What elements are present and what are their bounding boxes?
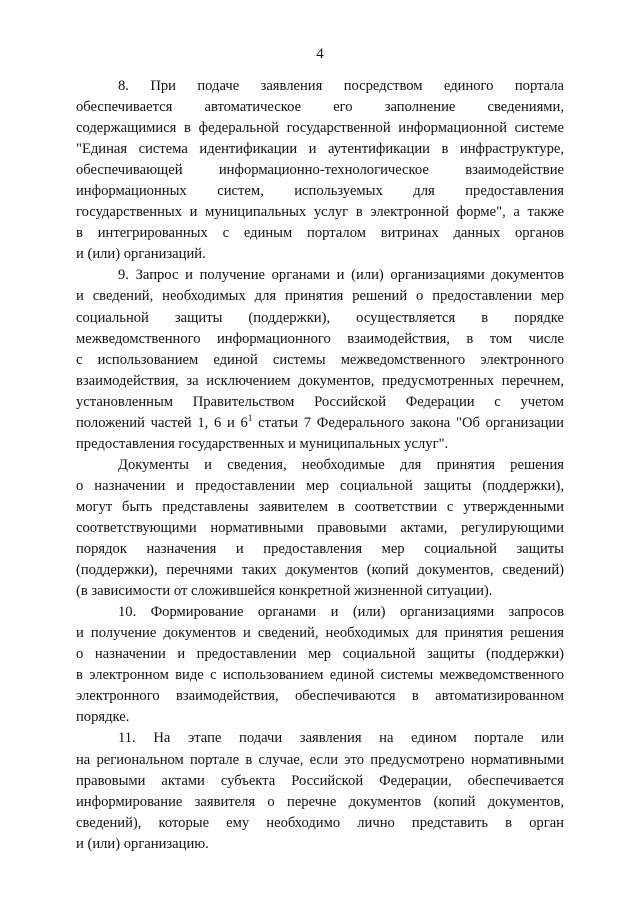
text-line: 8. При подаче заявления посредством единого портала	[118, 78, 564, 94]
text-line: о назначении и предоставлении мер социальной защиты (поддержки),	[76, 477, 564, 494]
text-line: 11. На этапе подачи заявления на едином портале или	[118, 730, 564, 747]
text-line: обеспечивается автоматическое его заполнение сведениями,	[76, 99, 564, 116]
text-line: порядок назначения и предоставления мер социальной защиты	[76, 541, 564, 558]
text-line: о назначении и предоставлении мер социальной защиты (поддержки)	[76, 646, 564, 663]
text-line: взаимодействия, за исключением документов, предусмотренных перечнем,	[76, 372, 564, 389]
text-segment: статьи 7 Федерального закона "Об организации	[252, 414, 564, 431]
text-line: электронного взаимодействия, обеспечиваются в автоматизированном	[76, 688, 564, 705]
text-line: установленным Правительством Российской Федерации с учетом	[76, 393, 564, 410]
superscript: 1	[247, 412, 253, 423]
text-line: Документы и сведения, необходимые для принятия решения	[118, 456, 564, 473]
text-line: и сведений, необходимых для принятия решений о предоставлении мер	[76, 288, 564, 305]
paragraph-documents	[76, 455, 564, 602]
document-body	[76, 76, 564, 855]
text-line: содержащимися в федеральной государственной информационной системе	[76, 120, 564, 137]
text-line: с использованием единой системы межведомственного электронного	[76, 351, 564, 368]
text-line: и (или) организаций.	[76, 246, 206, 263]
text-line-with-superscript	[76, 413, 564, 434]
text-segment: положений частей 1, 6 и 6	[76, 414, 248, 431]
text-line: социальной защиты (поддержки), осуществляется в порядке	[76, 309, 564, 326]
paragraph-8	[76, 76, 564, 265]
paragraph-10	[76, 602, 564, 728]
text-line: 10. Формирование органами и (или) организациями запросов	[118, 604, 564, 621]
paragraph-11	[76, 728, 564, 854]
text-line: и (или) организацию.	[76, 835, 209, 852]
text-line: государственных и муниципальных услуг в электронной форме", а также	[76, 204, 564, 221]
text-line: информирование заявителя о перечне документов (копий документов,	[76, 793, 564, 810]
text-line: (в зависимости от сложившейся конкретной жизненной ситуации).	[76, 583, 493, 600]
text-line: сведений), которые ему необходимо лично представить в орган	[76, 814, 564, 831]
text-line: межведомственного информационного взаимодействия, в том числе	[76, 330, 564, 347]
text-line: соответствующими нормативными правовыми актами, регулирующими	[76, 519, 564, 536]
text-line: и получение документов и сведений, необходимых для принятия решения	[76, 625, 564, 642]
text-line: информационных систем, используемых для предоставления	[76, 183, 564, 200]
page-number: 4	[316, 46, 324, 62]
text-line: "Единая система идентификации и аутентификации в инфраструктуре,	[76, 141, 564, 158]
text-line: в интегрированных с единым порталом витринах данных органов	[76, 225, 564, 242]
text-line: 9. Запрос и получение органами и (или) организациями документов	[118, 267, 564, 284]
paragraph-9	[76, 265, 564, 454]
text-line: обеспечивающей информационно-технологическое взаимодействие	[76, 162, 564, 179]
text-line: на региональном портале в случае, если это предусмотрено нормативными	[76, 751, 564, 768]
text-line: порядке.	[76, 709, 130, 726]
text-line: предоставления государственных и муниципальных услуг".	[76, 435, 449, 452]
text-line: правовыми актами субъекта Российской Федерации, обеспечивается	[76, 772, 564, 789]
text-line: (поддержки), перечнями таких документов (копий документов, сведений)	[76, 562, 564, 579]
text-line: в электронном виде с использованием единой системы межведомственного	[76, 667, 564, 684]
text-line: могут быть представлены заявителем в соответствии с утвержденными	[76, 498, 564, 515]
